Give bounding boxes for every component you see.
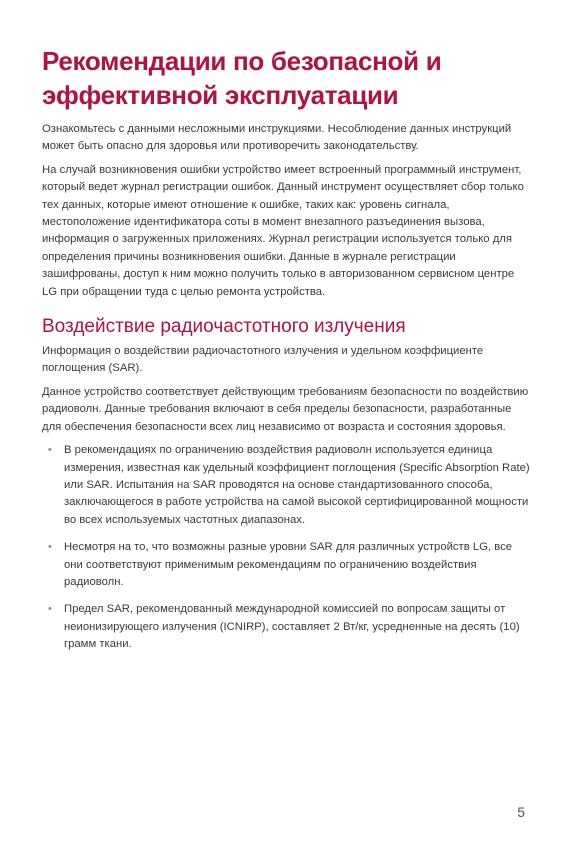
page-title <box>42 44 530 112</box>
page-title-line-2: эффективной эксплуатации <box>42 80 399 110</box>
document-page <box>42 44 530 664</box>
bullet-icon: • <box>48 603 52 616</box>
bullet-text-2: Несмотря на то, что возможны разные уровни SAR для различных устройств LG, все они соответствуют применимым рекомендациям по ограничению воздействия радиоволн. <box>64 541 513 588</box>
page-number: 5 <box>517 804 525 820</box>
bullet-item-3 <box>42 601 530 653</box>
bullet-item-1 <box>42 442 530 529</box>
intro-paragraph-1: Ознакомьтесь с данными несложными инструкциями. Несоблюдение данных инструкций может быть опасно для здоровья или противоречить законодательству. <box>42 123 512 153</box>
bullet-text-3: Предел SAR, рекомендованный международной комиссией по вопросам защиты от неионизирующего излучения (ICNIRP), составляет 2 Вт/кг, усредненные на десять (10) грамм ткани. <box>64 603 520 651</box>
intro-paragraph-2: На случай возникновения ошибки устройство имеет встроенный программный инструмент, который ведет журнал регистрации ошибок. Данный инструмент осуществляет сбор только тех данных, которые имеют отношение к ошибке, таких как: уровень сигнала, местоположение идентификатора соты в момент внезапного разъединения вызова, информация о загруженных приложениях. Журнал регистрации используется только для определения причины возникновения ошибки. Данные в журнале регистрации зашифрованы, доступ к ним можно получить только в авторизованном сервисном центре LG при обращении туда с целью ремонта устройства. <box>42 163 524 298</box>
bullet-item-2 <box>42 539 530 591</box>
section-heading-rf-exposure: Воздействие радиочастотного излучения <box>42 316 406 338</box>
section-paragraph-1: Информация о воздействии радиочастотного излучения и удельном коэффициенте поглощения (SAR). <box>42 345 484 375</box>
page-title-line-1: Рекомендации по безопасной и <box>42 46 442 76</box>
bullet-icon: • <box>48 541 52 554</box>
section-paragraph-2: Данное устройство соответствует действующим требованиям безопасности по воздействию радиоволн. Данные требования включают в себя пределы безопасности, разработанные для обеспечения безопасности всех лиц независимо от возраста и состояния здоровья. <box>42 385 529 433</box>
bullet-text-1: В рекомендациях по ограничению воздействия радиоволн используется единица измерения, известная как удельный коэффициент поглощения (Specific Absorption Rate) или SAR. Испытания на SAR проводятся на основе стандартизованного способа, заключающегося в работе устройства на самой высокой сертифицированной мощности во всех используемых частотных диапазонах. <box>64 444 530 526</box>
bullet-icon: • <box>48 444 52 457</box>
bullet-list <box>42 442 530 653</box>
